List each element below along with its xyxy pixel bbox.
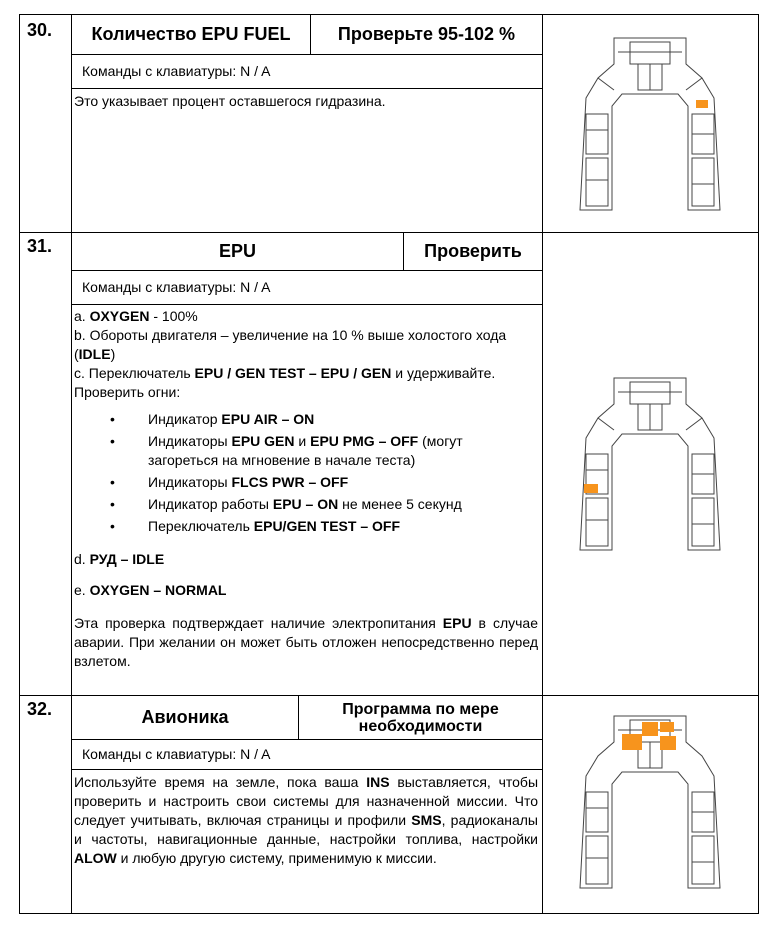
- step-number: 32.: [27, 699, 53, 719]
- list-item: • Индикаторы FLCS PWR – OFF: [148, 473, 533, 492]
- step-action: Проверьте 95-102 %: [337, 24, 516, 44]
- step-a: a. OXYGEN - 100%: [74, 308, 198, 324]
- step-title: Количество EPU FUEL: [91, 24, 291, 44]
- step-b: b. Обороты двигателя – увеличение на 10 % выше холостого хода (IDLE): [74, 327, 507, 362]
- list-item: • Переключатель EPU/GEN TEST – OFF: [148, 517, 533, 536]
- keyboard-commands: Команды с клавиатуры: N / A: [82, 279, 271, 295]
- step-details: [74, 307, 538, 671]
- step-action: Проверить: [424, 241, 522, 261]
- cockpit-diagram: [574, 34, 726, 216]
- list-item: • Индикаторы EPU GEN и EPU PMG – OFF (могут загореться на мгновение в начале теста): [148, 432, 533, 470]
- step-title: Авионика: [141, 707, 229, 727]
- cockpit-diagram: [574, 374, 726, 556]
- step-description: Это указывает процент оставшегося гидразина.: [74, 93, 386, 109]
- highlight-zone: [584, 484, 598, 493]
- highlight-zone: [696, 100, 708, 108]
- cockpit-diagram-icon: [574, 712, 726, 899]
- cockpit-diagram-icon: [574, 34, 726, 221]
- list-item: • Индикатор работы EPU – ON не менее 5 секунд: [148, 495, 533, 514]
- step-description: Используйте время на земле, пока ваша INS выставляется, чтобы проверить и настроить свои системы для назначенной миссии. Что следует учитывать, включая страницы и профили SMS, радиоканалы и частоты, навигационные данные, настройки топлива, настройки ALOW и любую другую систему, применимую к миссии.: [74, 774, 539, 866]
- step-e: e. OXYGEN – NORMAL: [74, 582, 227, 598]
- step-title: EPU: [218, 241, 256, 261]
- step-action: Программа по мере необходимости: [342, 700, 499, 735]
- step-c: c. Переключатель EPU / GEN TEST – EPU / GEN и удерживайте. Проверить огни:: [74, 365, 496, 400]
- step-note: Эта проверка подтверждает наличие электропитания EPU в случае аварии. При желании он может быть отложен непосредственно перед взлетом.: [74, 615, 538, 669]
- keyboard-commands: Команды с клавиатуры: N / A: [82, 746, 271, 762]
- step-d: d. РУД – IDLE: [74, 551, 165, 567]
- cockpit-diagram: [574, 712, 726, 894]
- step-number: 31.: [27, 236, 53, 256]
- step-number: 30.: [27, 20, 53, 40]
- indicator-list: [148, 410, 533, 536]
- list-item: • Индикатор EPU AIR – ON: [148, 410, 533, 429]
- cockpit-diagram-icon: [574, 374, 726, 561]
- keyboard-commands: Команды с клавиатуры: N / A: [82, 63, 271, 79]
